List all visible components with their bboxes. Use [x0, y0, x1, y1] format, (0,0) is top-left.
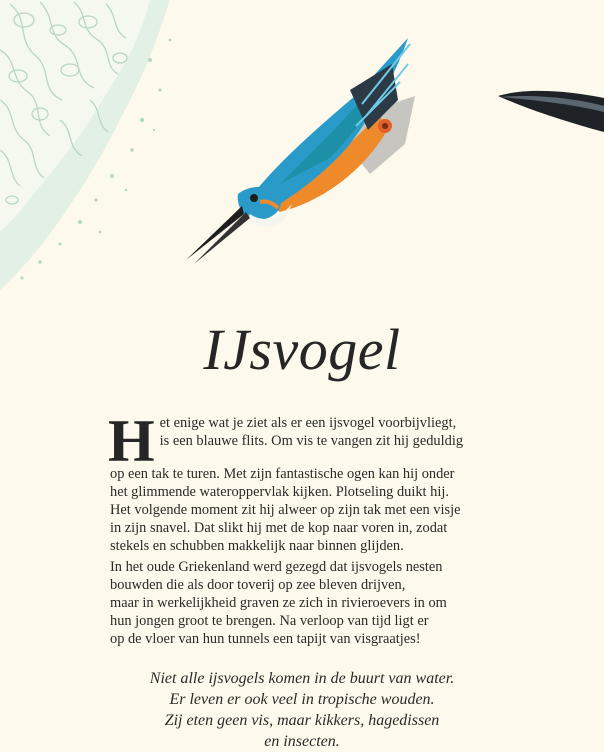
- text-line: in zijn snavel. Dat slikt hij met de kop naar voren in, zodat: [110, 520, 448, 536]
- text-line: In het oude Griekenland werd gezegd dat ijsvogels nesten: [110, 559, 443, 575]
- text-line: et enige wat je ziet als er een ijsvogel voorbijvliegt,: [159, 415, 457, 431]
- fish-illustration: [494, 82, 604, 142]
- aside-line: Er leven er ook veel in tropische wouden.: [169, 691, 435, 708]
- text-line: is een blauwe flits. Om vis te vangen zit hij geduldig: [159, 433, 464, 449]
- aside-line: en insecten.: [264, 733, 340, 750]
- paragraph-intro: [108, 408, 496, 555]
- aside-line: Niet alle ijsvogels komen in de buurt van water.: [149, 670, 455, 687]
- aside-note: [100, 668, 504, 752]
- text-line: hun jongen groot te brengen. Na verloop van tijd ligt er: [110, 613, 429, 629]
- text-line: stekels en schubben makkelijk naar binnen glijden.: [110, 538, 404, 554]
- text-line: bouwden die als door toverij op zee bleven drijven,: [110, 577, 406, 593]
- text-line: maar in werkelijkheid graven ze zich in rivieroevers in om: [110, 595, 447, 611]
- paragraph-history: [110, 558, 496, 648]
- text-line: op de vloer van hun tunnels een tapijt van visgraatjes!: [110, 631, 421, 647]
- text-line: op een tak te turen. Met zijn fantastische ogen kan hij onder: [110, 466, 455, 482]
- text-line: het glimmende wateroppervlak kijken. Plotseling duikt hij.: [110, 484, 449, 500]
- text-line: Het volgende moment zit hij alweer op zijn tak met een visje: [110, 502, 461, 518]
- kingfisher-illustration: [180, 34, 420, 269]
- aside-line: Zij eten geen vis, maar kikkers, hagedissen: [164, 712, 440, 729]
- drop-cap: H: [108, 408, 155, 474]
- page-title: IJsvogel: [203, 317, 401, 382]
- river-delta-illustration: [0, 0, 200, 300]
